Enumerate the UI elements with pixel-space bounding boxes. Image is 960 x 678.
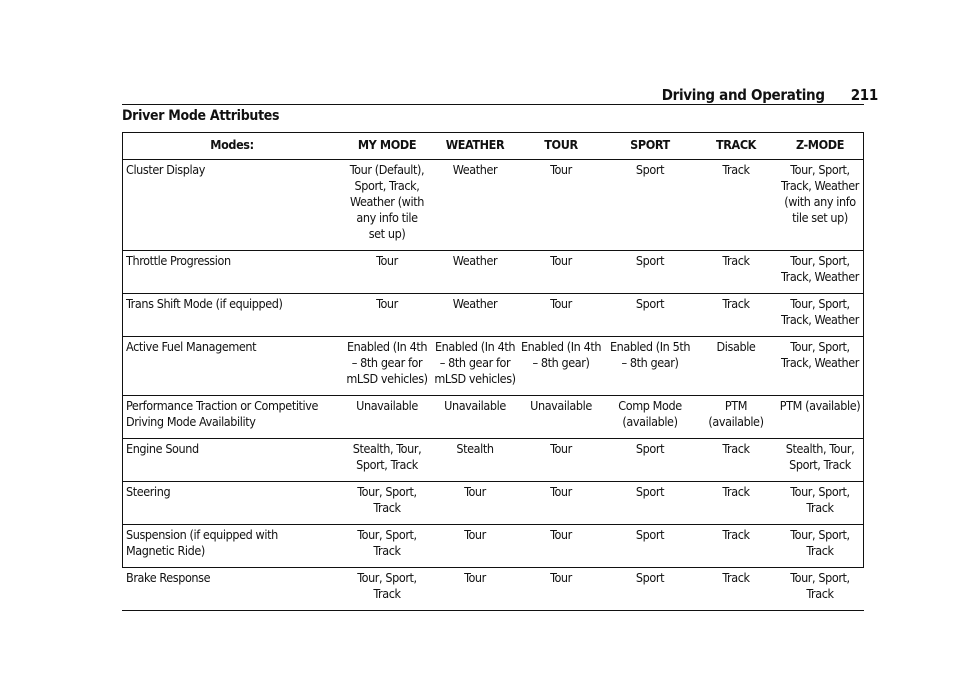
attribute-label: Steering <box>126 484 171 499</box>
cell-value: Tour <box>550 162 572 177</box>
cell-value: Tour (Default), Sport, Track, Weather (with any info tile set up) <box>349 162 425 241</box>
column-header: MY MODE <box>357 137 417 152</box>
value-cell <box>696 568 776 611</box>
cell-value: Tour <box>464 484 486 499</box>
attribute-label: Suspension (if equipped with Magnetic Ride) <box>126 527 278 558</box>
value-cell <box>342 568 432 611</box>
cell-value: Tour, Sport, Track <box>790 570 850 601</box>
value-cell <box>604 294 696 337</box>
table-title: Driver Mode Attributes <box>122 108 280 124</box>
attribute-label: Throttle Progression <box>126 253 231 268</box>
cell-value: Tour <box>464 527 486 542</box>
cell-value: Tour <box>550 253 572 268</box>
cell-value: PTM (available) <box>779 398 861 413</box>
cell-value: Enabled (In 4th – 8th gear for mLSD vehicles) <box>434 339 516 386</box>
cell-value: Comp Mode (available) <box>618 398 682 429</box>
value-cell <box>342 251 432 294</box>
cell-value: Sport <box>635 570 665 585</box>
value-cell <box>342 482 432 525</box>
value-cell <box>776 294 864 337</box>
column-header: Modes: <box>210 137 254 152</box>
cell-value: Weather <box>452 253 498 268</box>
table-row <box>122 294 864 337</box>
cell-value: Tour, Sport, Track, Weather (with any info tile set up) <box>780 162 860 225</box>
cell-value: Track <box>722 162 750 177</box>
value-cell <box>518 439 604 482</box>
cell-value: Track <box>722 484 750 499</box>
value-cell <box>776 160 864 251</box>
cell-value: Unavailable <box>444 398 506 413</box>
value-cell <box>432 568 518 611</box>
table-row <box>122 439 864 482</box>
cell-value: Tour <box>464 570 486 585</box>
column-header: WEATHER <box>445 137 505 152</box>
cell-value: Track <box>722 253 750 268</box>
value-cell <box>518 337 604 396</box>
value-cell <box>342 439 432 482</box>
cell-value: Sport <box>635 296 665 311</box>
value-cell <box>432 294 518 337</box>
cell-value: Tour <box>376 253 398 268</box>
cell-value: Sport <box>635 162 665 177</box>
value-cell <box>518 251 604 294</box>
attribute-cell <box>122 482 342 525</box>
value-cell <box>604 160 696 251</box>
table-row <box>122 482 864 525</box>
table-row <box>122 568 864 611</box>
value-cell <box>518 396 604 439</box>
page-header <box>662 86 878 104</box>
table-body <box>122 160 864 611</box>
attribute-cell <box>122 337 342 396</box>
value-cell <box>342 337 432 396</box>
value-cell <box>776 482 864 525</box>
value-cell <box>696 337 776 396</box>
value-cell <box>776 568 864 611</box>
value-cell <box>776 396 864 439</box>
cell-value: Stealth, Tour, Sport, Track <box>352 441 422 472</box>
cell-value: Unavailable <box>356 398 418 413</box>
attribute-label: Engine Sound <box>126 441 199 456</box>
attribute-cell <box>122 525 342 568</box>
table-row <box>122 525 864 568</box>
column-header: TOUR <box>544 137 578 152</box>
value-cell <box>776 525 864 568</box>
value-cell <box>696 525 776 568</box>
cell-value: Enabled (In 4th – 8th gear for mLSD vehicles) <box>346 339 428 386</box>
value-cell <box>342 160 432 251</box>
cell-value: Sport <box>635 253 665 268</box>
value-cell <box>604 482 696 525</box>
section-title-header: Driving and Operating <box>661 86 825 104</box>
cell-value: Track <box>722 570 750 585</box>
value-cell <box>696 396 776 439</box>
cell-value: Stealth, Tour, Sport, Track <box>785 441 855 472</box>
value-cell <box>604 568 696 611</box>
value-cell <box>604 439 696 482</box>
value-cell <box>518 294 604 337</box>
attribute-label: Performance Traction or Competitive Driving Mode Availability <box>126 398 319 429</box>
cell-value: Weather <box>452 296 498 311</box>
value-cell <box>776 337 864 396</box>
column-header: Z-MODE <box>796 137 844 152</box>
attribute-cell <box>122 160 342 251</box>
value-cell <box>342 525 432 568</box>
value-cell <box>432 482 518 525</box>
value-cell <box>518 568 604 611</box>
value-cell <box>518 525 604 568</box>
cell-value: Tour <box>550 527 572 542</box>
value-cell <box>604 337 696 396</box>
value-cell <box>518 160 604 251</box>
value-cell <box>696 482 776 525</box>
value-cell <box>696 160 776 251</box>
cell-value: Tour, Sport, Track, Weather <box>780 339 860 370</box>
cell-value: Sport <box>635 484 665 499</box>
value-cell <box>432 396 518 439</box>
cell-value: Enabled (In 4th – 8th gear) <box>520 339 602 370</box>
value-cell <box>432 251 518 294</box>
table-row <box>122 251 864 294</box>
cell-value: Weather <box>452 162 498 177</box>
attribute-cell <box>122 396 342 439</box>
cell-value: Tour <box>550 484 572 499</box>
cell-value: Tour <box>550 441 572 456</box>
value-cell <box>776 251 864 294</box>
cell-value: Tour, Sport, Track <box>357 484 417 515</box>
cell-value: Tour <box>550 570 572 585</box>
cell-value: Tour <box>550 296 572 311</box>
cell-value: Tour, Sport, Track <box>790 527 850 558</box>
value-cell <box>604 251 696 294</box>
value-cell <box>696 251 776 294</box>
driver-mode-attributes-table <box>122 132 864 611</box>
value-cell <box>518 482 604 525</box>
attribute-label: Brake Response <box>126 570 211 585</box>
attribute-label: Active Fuel Management <box>126 339 257 354</box>
value-cell <box>432 160 518 251</box>
value-cell <box>342 294 432 337</box>
value-cell <box>696 294 776 337</box>
cell-value: Tour, Sport, Track, Weather <box>780 296 860 327</box>
cell-value: Sport <box>635 527 665 542</box>
value-cell <box>432 439 518 482</box>
table-row <box>122 160 864 251</box>
cell-value: Track <box>722 527 750 542</box>
column-header: SPORT <box>630 137 670 152</box>
cell-value: Tour, Sport, Track <box>790 484 850 515</box>
cell-value: Sport <box>635 441 665 456</box>
value-cell <box>604 525 696 568</box>
header-rule <box>122 104 864 105</box>
value-cell <box>432 525 518 568</box>
table-row <box>122 337 864 396</box>
cell-value: Track <box>722 441 750 456</box>
cell-value: Tour, Sport, Track, Weather <box>780 253 860 284</box>
cell-value: Tour, Sport, Track <box>357 570 417 601</box>
table-row <box>122 396 864 439</box>
page-number: 211 <box>850 86 878 104</box>
cell-value: Enabled (In 5th – 8th gear) <box>609 339 691 370</box>
value-cell <box>432 337 518 396</box>
cell-value: Track <box>722 296 750 311</box>
cell-value: Disable <box>716 339 756 354</box>
cell-value: Tour <box>376 296 398 311</box>
cell-value: Unavailable <box>530 398 592 413</box>
cell-value: Tour, Sport, Track <box>357 527 417 558</box>
value-cell <box>696 439 776 482</box>
value-cell <box>342 396 432 439</box>
attribute-cell <box>122 568 342 611</box>
value-cell <box>776 439 864 482</box>
attribute-label: Trans Shift Mode (if equipped) <box>126 296 283 311</box>
cell-value: PTM (available) <box>708 398 764 429</box>
column-header: TRACK <box>715 137 756 152</box>
attribute-cell <box>122 439 342 482</box>
attribute-label: Cluster Display <box>126 162 205 177</box>
attribute-cell <box>122 251 342 294</box>
attribute-cell <box>122 294 342 337</box>
value-cell <box>604 396 696 439</box>
cell-value: Stealth <box>456 441 494 456</box>
table-header-row <box>122 133 864 160</box>
